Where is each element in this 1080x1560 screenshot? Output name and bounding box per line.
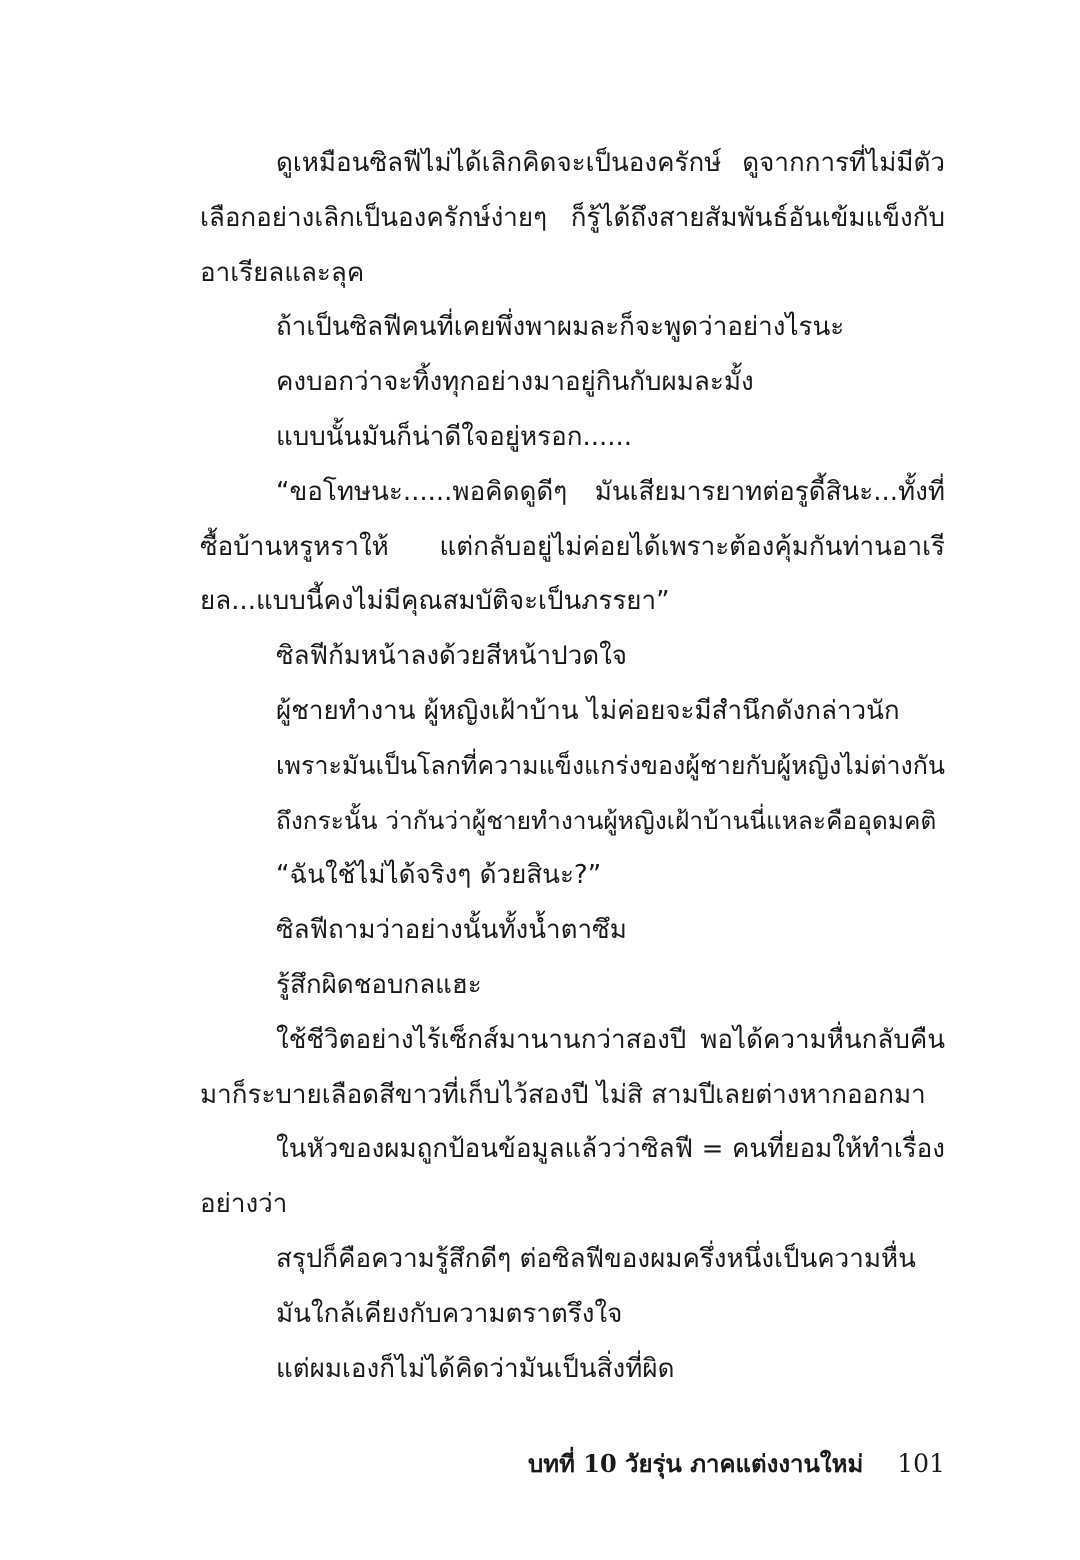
paragraph-9: ถึงกระนั้น ว่ากันว่าผู้ชายทำงานผู้หญิงเฝ้าบ้านนี่แหละคืออุดมคติ bbox=[276, 805, 937, 835]
paragraph-11: ซิลฟีถามว่าอย่างนั้นทั้งน้ำตาซึม bbox=[276, 915, 627, 946]
paragraph-12: รู้สึกผิดชอบกลแฮะ bbox=[276, 969, 482, 1000]
page-number: 101 bbox=[897, 1448, 945, 1478]
paragraph-8: เพราะมันเป็นโลกที่ความแข็งแกร่งของผู้ชายกับผู้หญิงไม่ต่างกัน bbox=[276, 750, 945, 780]
paragraph-16: มันใกล้เคียงกับความตราตรึงใจ bbox=[276, 1298, 623, 1329]
paragraph-15: สรุปก็คือความรู้สึกดีๆ ต่อซิลฟีของผมครึ่งหนึ่งเป็นความหื่น bbox=[276, 1243, 916, 1274]
paragraph-1: ดูเหมือนซิลฟีไม่ได้เลิกคิดจะเป็นองครักษ์ ดูจากการที่ไม่มีตัวเลือกอย่างเลิกเป็นองครักษ์ง่ายๆ ก็รู้ได้ถึงสายสัมพันธ์อันเข้มแข็งกับอาเรียลและลุค bbox=[200, 148, 945, 288]
chapter-title: บทที่ 10 วัยรุ่น ภาคแต่งงานใหม่ bbox=[528, 1448, 864, 1478]
paragraph-13: ใช้ชีวิตอย่างไร้เซ็กส์มานานกว่าสองปี พอได้ความหื่นกลับคืนมาก็ระบายเลือดสีขาวที่เก็บไว้สองปี ไม่สิ สามปีเลยต่างหากออกมา bbox=[200, 1024, 945, 1110]
paragraph-10: “ฉันใช้ไม่ได้จริงๆ ด้วยสินะ?” bbox=[276, 860, 602, 891]
paragraph-14: ในหัวของผมถูกป้อนข้อมูลแล้วว่าซิลฟี = คนที่ยอมให้ทำเรื่องอย่างว่า bbox=[200, 1134, 945, 1220]
paragraph-17: แต่ผมเองก็ไม่ได้คิดว่ามันเป็นสิ่งที่ผิด bbox=[276, 1353, 675, 1384]
paragraph-6: ซิลฟีก้มหน้าลงด้วยสีหน้าปวดใจ bbox=[276, 641, 628, 672]
paragraph-7: ผู้ชายทำงาน ผู้หญิงเฝ้าบ้าน ไม่ค่อยจะมีสำนึกดังกล่าวนัก bbox=[276, 695, 900, 726]
paragraph-3: คงบอกว่าจะทิ้งทุกอย่างมาอยู่กินกับผมละมั้ง bbox=[276, 367, 754, 398]
body-text bbox=[200, 136, 945, 1396]
page-footer bbox=[528, 1443, 945, 1483]
paragraph-4: แบบนั้นมันก็น่าดีใจอยู่หรอก...... bbox=[276, 421, 633, 452]
paragraph-5: “ขอโทษนะ......พอคิดดูดีๆ มันเสียมารยาทต่อรูดี้สินะ...ทั้งที่ซื้อบ้านหรูหราให้ แต่กลับอยู่ไม่ค่อยได้เพราะต้องคุ้มกันท่านอาเรียล...แบบนี้คงไม่มีคุณสมบัติจะเป็นภรรยา” bbox=[200, 476, 945, 617]
paragraph-2: ถ้าเป็นซิลฟีคนที่เคยพึ่งพาผมละก็จะพูดว่าอย่างไรนะ bbox=[276, 312, 845, 343]
